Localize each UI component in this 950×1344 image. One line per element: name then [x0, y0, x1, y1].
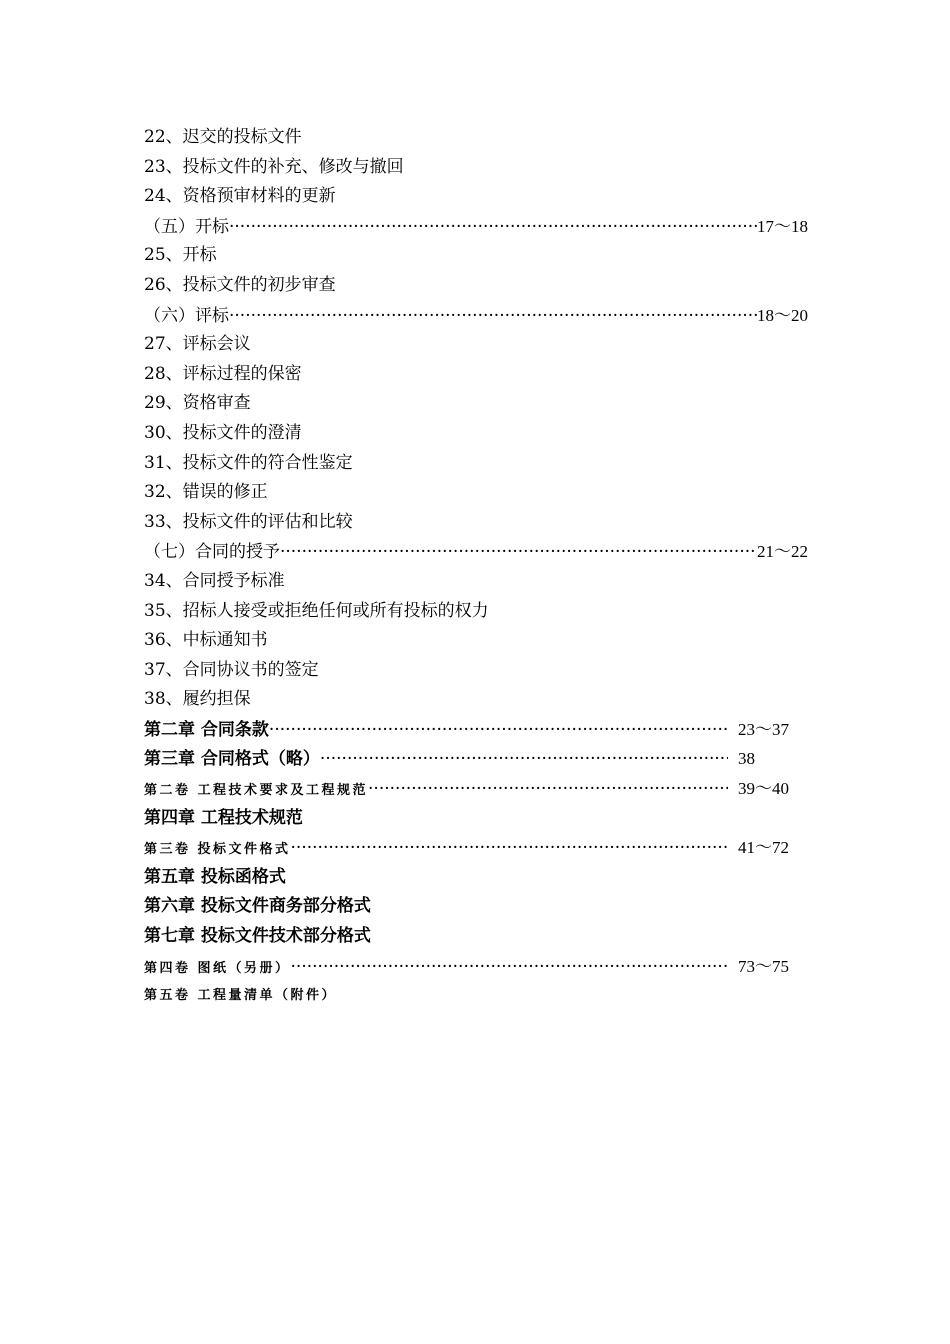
toc-entry-title: 29、资格审查	[144, 393, 251, 414]
toc-entry-title: 第三卷 投标文件格式	[144, 842, 291, 858]
toc-entry-title: 35、招标人接受或拒绝任何或所有投标的权力	[144, 600, 489, 621]
toc-entry-title: 第五章 投标函格式	[144, 866, 286, 887]
toc-entry-title: 第四章 工程技术规范	[144, 807, 303, 828]
toc-entry	[144, 271, 808, 301]
toc-page-number: 23～37	[738, 719, 789, 739]
toc-entry-title: 第二章 合同条款	[144, 719, 269, 740]
toc-page-number: 38	[738, 749, 755, 769]
toc-dot-leader	[280, 538, 757, 567]
toc-entry-title: 22、迟交的投标文件	[144, 127, 302, 147]
toc-dot-leader	[291, 834, 728, 863]
toc-entry-title: 第七章 投标文件技术部分格式	[144, 926, 371, 947]
toc-entry-title: 31、投标文件的符合性鉴定	[144, 452, 353, 473]
toc-entry-title: 第六章 投标文件商务部分格式	[144, 896, 371, 917]
toc-entry	[144, 419, 808, 449]
toc-entry	[144, 123, 808, 153]
toc-entry-title: 32、错误的修正	[144, 482, 268, 503]
toc-entry	[144, 892, 808, 922]
toc-entry-title: 34、合同授予标准	[144, 570, 285, 591]
toc-entry-title: 第二卷 工程技术要求及工程规范	[144, 783, 369, 799]
toc-entry	[144, 685, 808, 715]
toc-entry	[144, 212, 808, 242]
toc-page-number: 39～40	[738, 779, 789, 799]
toc-page-number: 41～72	[738, 838, 789, 858]
toc-entry	[144, 182, 808, 212]
toc-dot-leader	[320, 745, 728, 774]
toc-entry	[144, 981, 808, 1011]
toc-entry-title: 第四卷 图纸（另册）	[144, 960, 291, 976]
toc-entry-title: 25、开标	[144, 245, 217, 266]
toc-entry	[144, 478, 808, 508]
toc-entry	[144, 863, 808, 893]
toc-entry	[144, 508, 808, 538]
toc-entry-title: 第三章 合同格式（略）	[144, 749, 320, 770]
toc-entry	[144, 744, 808, 774]
toc-entry	[144, 833, 808, 863]
toc-dot-leader	[291, 953, 728, 982]
toc-entry-title: 第五卷 工程量清单（附件）	[144, 988, 338, 1004]
toc-entry-title: 24、资格预审材料的更新	[144, 186, 336, 207]
toc-entry	[144, 449, 808, 479]
toc-entry-title: 30、投标文件的澄清	[144, 422, 302, 443]
toc-entry-title: 38、履约担保	[144, 689, 251, 710]
toc-entry-title: （六）评标	[144, 305, 229, 326]
toc-entry-title: 27、评标会议	[144, 334, 251, 355]
toc-entry	[144, 153, 808, 183]
toc-entry	[144, 330, 808, 360]
toc-entry	[144, 922, 808, 952]
toc-entry	[144, 715, 808, 745]
toc-page-number: 73～75	[738, 956, 789, 976]
toc-entry	[144, 241, 808, 271]
toc-entry	[144, 360, 808, 390]
toc-entry-title: （五）开标	[144, 216, 229, 237]
toc-entry	[144, 389, 808, 419]
toc-entry-title: 23、投标文件的补充、修改与撤回	[144, 156, 404, 177]
toc-entry	[144, 537, 808, 567]
toc-dot-leader	[368, 775, 728, 804]
toc-entry-title: 28、评标过程的保密	[144, 363, 302, 384]
toc-entry	[144, 301, 808, 331]
toc-entry-title: 36、中标通知书	[144, 630, 268, 651]
toc-entry	[144, 567, 808, 597]
table-of-contents	[144, 123, 808, 1011]
toc-entry-title: 37、合同协议书的签定	[144, 659, 319, 680]
toc-entry	[144, 626, 808, 656]
toc-page-number: 17～18	[757, 216, 808, 236]
toc-entry-title: （七）合同的授予	[144, 542, 280, 563]
toc-entry	[144, 656, 808, 686]
toc-dot-leader	[229, 302, 757, 331]
toc-entry	[144, 774, 808, 804]
toc-page-number: 18～20	[757, 305, 808, 325]
toc-entry	[144, 804, 808, 834]
toc-page-number: 21～22	[757, 542, 808, 562]
toc-entry-title: 26、投标文件的初步审查	[144, 274, 336, 295]
toc-entry	[144, 597, 808, 627]
toc-dot-leader	[269, 716, 728, 745]
toc-dot-leader	[229, 213, 757, 242]
toc-entry	[144, 952, 808, 982]
toc-entry-title: 33、投标文件的评估和比较	[144, 511, 353, 532]
